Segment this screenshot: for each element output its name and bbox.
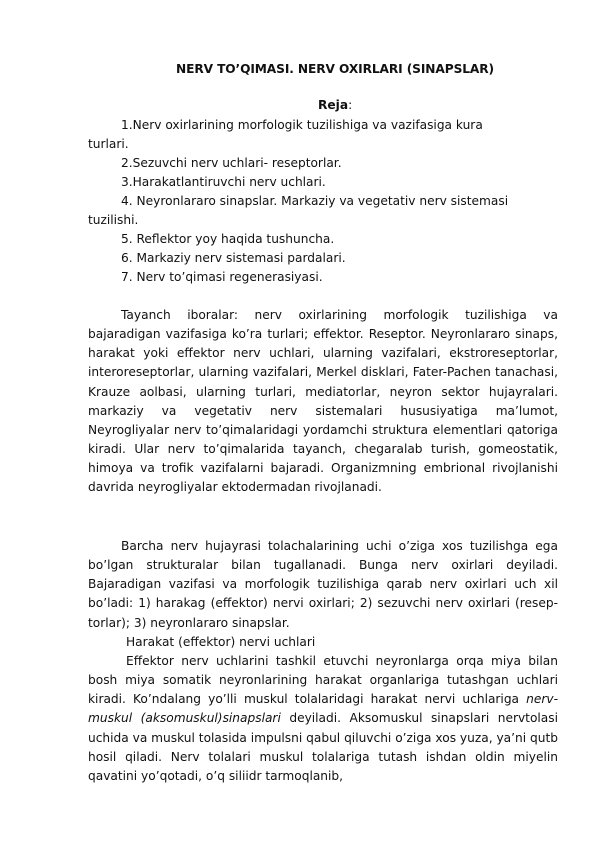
plan-item-6: 6. Markaziy nerv sistemasi pardalari. <box>121 251 346 265</box>
plan-item-7: 7. Nerv to’qimasi regenerasiyasi. <box>121 270 323 284</box>
paragraph-nerve-endings: Barcha nerv hujayrasi tolachalarining uchi o’ziga xos tuzilishga ega bo’lgan strukturalar bilan tugallanadi. Bunga nerv oxirlari deyiladi. Bajaradigan vazifasi va morfologik tuzilishiga qarab nerv oxirlari uch xil bo’ladi: 1) harakag (effektor) nervi oxirlari; 2) sezuvchi nerv oxirlari (resep-torlar); 3) neyronlararo sinapslar. <box>88 539 558 630</box>
plan-heading <box>318 98 352 112</box>
page-title: NERV TO’QIMASI. NERV OXIRLARI (SINAPSLAR) <box>176 62 494 76</box>
section-subheading: Harakat (effektor) nervi uchlari <box>126 635 316 649</box>
plan-heading-label: Reja <box>318 98 349 112</box>
plan-item-1-continuation: turlari. <box>88 137 129 151</box>
plan-item-4-continuation: tuzilishi. <box>88 213 139 227</box>
plan-heading-colon: : <box>348 98 353 112</box>
paragraph-effector-text-1: Effektor nerv uchlarini tashkil etuvchi neyronlarga orqa miya bilan bosh miya somatik neyronlarining harakat organlariga tutashgan uchlari kiradi. Ko’ndalang yo’lli muskul tolalaridagi harakat nervi uchlariga <box>88 654 558 707</box>
plan-item-5: 5. Reflektor yoy haqida tushuncha. <box>121 232 335 246</box>
plan-item-1: 1.Nerv oxirlarining morfologik tuzilishiga va vazifasiga kura <box>121 118 483 132</box>
plan-item-4: 4. Neyronlararo sinapslar. Markaziy va vegetativ nerv sistemasi <box>121 194 509 208</box>
paragraph-effector-text-2: deyiladi. Aksomuskul sinapslari nervtolasi uchida va muskul tolasida impulsni qabul qiluvchi o’ziga xos yuza, ya’ni qutb hosil qiladi. Nerv tolalari muskul tolalariga tutash ishdan oldin miyelin qavatini yo’qotadi, o’q siliidr tarmoqlanib, <box>88 711 558 783</box>
italic-term: nerv-muskul (aksomuskul)sinapslari <box>88 692 558 726</box>
paragraph-key-terms: Tayanch iboralar: nerv oxirlarining morfologik tuzilishiga va bajaradigan vazifasiga ko’ra turlari; effektor. Reseptor. Neyronlararo sinaps, harakat yoki effektor nerv uchlari, ularning vazifalari, ekstroreseptorlar, interoreseptorlar, ularning vazifalari, Merkel disklari, Fater-Pachen tanachasi, Krauze aolbasi, ularning turlari, mediatorlar, neyron sektor hujayralari. markaziy va vegetativ nerv sistemalari hususiyatiga ma’lumot, Neyrogliyalar nerv to’qimalaridagi yordamchi struktura elementlari qatoriga kiradi. Ular nerv to’qimalarida tayanch, chegaralab turish, gomeostatik, himoya va trofik vazifalarni bajaradi. Organizmning embrional rivojlanishi davrida neyrogliyalar ektodermadan rivojlanadi. <box>88 308 558 495</box>
plan-item-2: 2.Sezuvchi nerv uchlari- reseptorlar. <box>121 156 342 170</box>
plan-item-3: 3.Harakatlantiruvchi nerv uchlari. <box>121 175 326 189</box>
paragraph-effector <box>88 652 558 786</box>
